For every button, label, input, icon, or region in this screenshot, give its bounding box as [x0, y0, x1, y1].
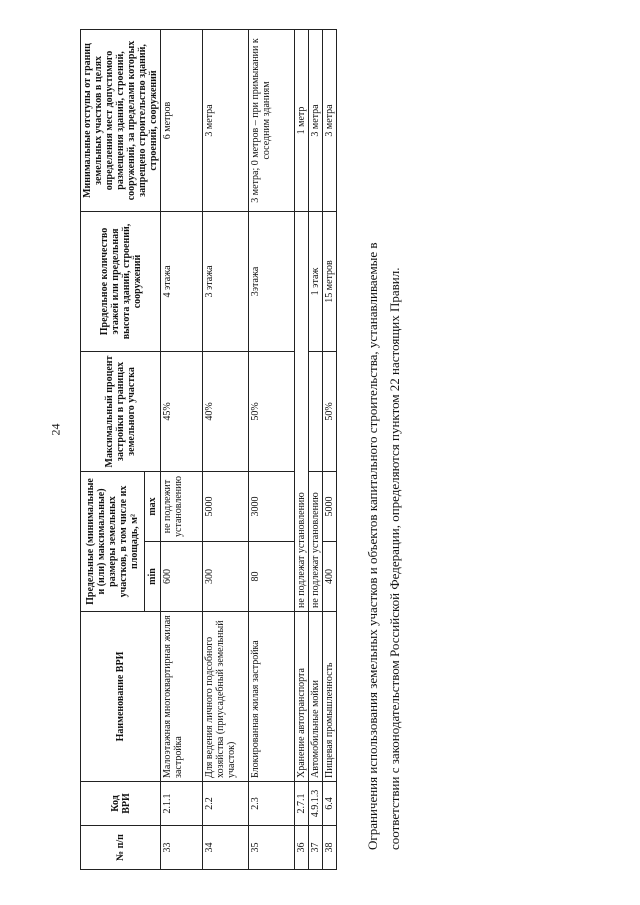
- cell-name: Пищевая промышленность: [323, 612, 337, 782]
- header-setback: Минимальные отступы от границ земельных участков в целях определения мест допустимого размещения зданий, строений, сооружений, за пределами которых запрещено строительство зданий, строений, сооружений: [81, 29, 161, 211]
- cell-percent: 50%: [249, 351, 295, 471]
- cell-name: Хранение автотранспорта: [295, 612, 309, 782]
- header-name: Наименование ВРИ: [81, 612, 161, 782]
- page-number: 24: [48, 423, 63, 436]
- cell-size-note: не подлежат установлению: [295, 211, 309, 611]
- cell-code: 2.3: [249, 782, 295, 826]
- header-floors: Предельное количество этажей или предельная высота зданий, строений, сооружений: [81, 211, 161, 351]
- header-num: № п/п: [81, 826, 161, 870]
- table-header-row: [81, 29, 145, 869]
- cell-setback: 3 метра: [203, 29, 249, 211]
- cell-min: 80: [249, 542, 295, 612]
- cell-floors: 1 этаж: [309, 211, 323, 351]
- cell-setback: 6 метров: [161, 29, 203, 211]
- cell-num: 38: [323, 826, 337, 870]
- cell-min: 300: [203, 542, 249, 612]
- cell-max: 5000: [203, 471, 249, 541]
- cell-floors: 3 этажа: [203, 211, 249, 351]
- header-percent: Максимальный процент застройки в границах земельного участка: [81, 351, 161, 471]
- table-row: [309, 29, 323, 869]
- cell-name: Для ведения личного подсобного хозяйства (приусадебный земельный участок): [203, 612, 249, 782]
- table-row: [249, 29, 295, 869]
- cell-num: 35: [249, 826, 295, 870]
- paragraph-line: соответствии с законодательством Российской Федерации, определяются пунктом 22 настоящих Правил.: [387, 267, 402, 850]
- cell-code: 4.9.1.3: [309, 782, 323, 826]
- cell-code: 2.1.1: [161, 782, 203, 826]
- cell-floors: 4 этажа: [161, 211, 203, 351]
- cell-code: 6.4: [323, 782, 337, 826]
- cell-num: 37: [309, 826, 323, 870]
- cell-code: 2.7.1: [295, 782, 309, 826]
- cell-setback: 3 метра: [309, 29, 323, 211]
- paragraph-line: Ограничения использования земельных участков и объектов капитального строительства, устанавливаемые в: [365, 242, 380, 850]
- cell-code: 2.2: [203, 782, 249, 826]
- cell-percent: 40%: [203, 351, 249, 471]
- header-sizes: Предельные (минимальные и (или) максимальные) размеры земельных участков, в том числе их площадь, м²: [81, 471, 145, 611]
- cell-percent: [309, 351, 323, 471]
- cell-size-note: не подлежат установлению: [309, 471, 323, 611]
- cell-name: Блокированная жилая застройка: [249, 612, 295, 782]
- cell-setback: 3 метра: [323, 29, 337, 211]
- cell-max: не подлежит установлению: [161, 471, 203, 541]
- cell-floors: 15 метров: [323, 211, 337, 351]
- header-min: min: [145, 542, 161, 612]
- restrictions-paragraph: [362, 50, 406, 850]
- cell-name: Малоэтажная многоквартирная жилая застройка: [161, 612, 203, 782]
- cell-setback: 3 метра; 0 метров – при примыкании к соседним зданиям: [249, 29, 295, 211]
- cell-name: Автомобильные мойки: [309, 612, 323, 782]
- table-row: [203, 29, 249, 869]
- cell-num: 33: [161, 826, 203, 870]
- cell-floors: 3этажа: [249, 211, 295, 351]
- cell-min: 600: [161, 542, 203, 612]
- cell-max: 3000: [249, 471, 295, 541]
- cell-setback: 1 метр: [295, 29, 309, 211]
- cell-min: 400: [323, 542, 337, 612]
- land-use-table: [80, 29, 337, 870]
- cell-percent: 50%: [323, 351, 337, 471]
- rotated-document: [20, 10, 620, 870]
- table-row: [161, 29, 203, 869]
- header-max: max: [145, 471, 161, 541]
- table-row: [323, 29, 337, 869]
- cell-num: 36: [295, 826, 309, 870]
- table-row: [295, 29, 309, 869]
- cell-max: 5000: [323, 471, 337, 541]
- cell-percent: 45%: [161, 351, 203, 471]
- header-code: Код ВРИ: [81, 782, 161, 826]
- cell-num: 34: [203, 826, 249, 870]
